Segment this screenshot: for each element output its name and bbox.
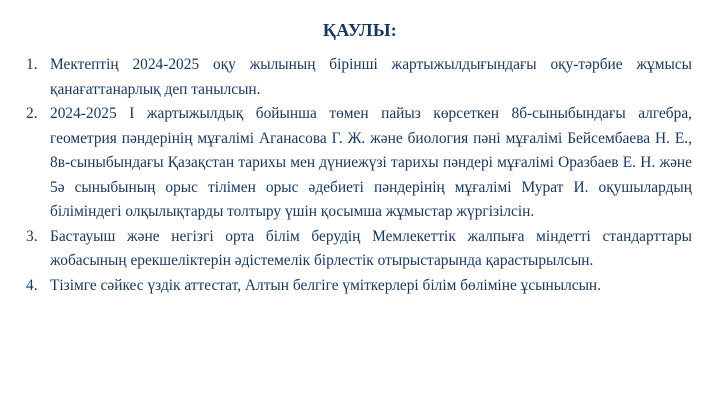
list-item-number: 3. xyxy=(26,227,38,245)
list-item xyxy=(26,274,692,299)
list-item-number: 2. xyxy=(26,105,38,122)
list-item xyxy=(26,102,692,225)
page-title: ҚАУЛЫ: xyxy=(322,20,398,40)
list-item-text: Бастауыш және негізгі орта білім берудің Мемлекеттік жалпыға міндетті стандарттары жобасының ерекшеліктерін әдістемелік бірлестік отырыстарында қарастырылсын. xyxy=(50,227,692,269)
list-item-text: Тізімге сәйкес үздік аттестат, Алтын белгіге үміткерлері білім бөліміне ұсынылсын. xyxy=(50,276,602,294)
resolution-list xyxy=(26,53,692,298)
list-item xyxy=(26,225,692,274)
list-item-number: 1. xyxy=(26,56,38,73)
list-item xyxy=(26,53,692,102)
list-item-number: 4. xyxy=(26,276,38,294)
list-item-text: Мектептің 2024-2025 оқу жылының бірінші жартыжылдығындағы оқу-тәрбие жұмысы қанағаттанарлық деп танылсын. xyxy=(50,56,692,98)
list-item-text: 2024-2025 I жартыжылдық бойынша төмен пайыз көрсеткен 8б-сыныбындағы алгебра, геометрия пәндерінің мұғалімі Аганасова Г. Ж. және биология пәні мұғалімі Бейсембаева Н. Е., 8в-сыныбындағы Қазақстан тарихы мен дүниежүзі тарихы пәндері мұғалімі Оразбаев Е. Н. және 5ә сыныбының орыс тілімен орыс әдебиеті пәндерінің мұғалімі Мурат И. оқушылардың біліміндегі олқылықтарды толтыру үшін қосымша жұмыстар жүргізілсін. xyxy=(50,105,692,220)
